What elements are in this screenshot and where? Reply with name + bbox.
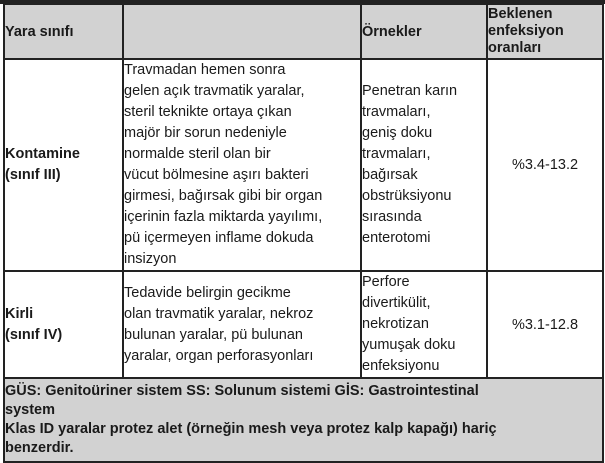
header-row xyxy=(4,4,603,59)
wound-class-cell xyxy=(4,59,123,271)
description-cell xyxy=(123,271,361,378)
description-line: vücut bölmesine aşırı bakteri xyxy=(124,167,309,183)
description-line: majör bir sorun nedeniyle xyxy=(124,125,287,141)
example-line: sırasında xyxy=(362,209,422,225)
example-line: Perfore xyxy=(362,274,410,290)
description-line: pü içermeyen inflame dokuda xyxy=(124,230,314,246)
table-footnote xyxy=(4,378,603,462)
examples-cell xyxy=(361,271,487,378)
example-line: travmaları, xyxy=(362,146,431,162)
footnote-line: GÜS: Genitoüriner sistem SS: Solunum sistemi GİS: Gastrointestinal xyxy=(5,383,479,399)
header-expected-line: oranları xyxy=(488,40,542,56)
example-line: nekrotizan xyxy=(362,316,429,332)
description-line: Tedavide belirgin gecikme xyxy=(124,284,291,301)
description-line: insizyon xyxy=(124,251,177,267)
description-line: girmesi, bağırsak gibi bir organ xyxy=(124,188,323,204)
wound-class-cell xyxy=(4,271,123,378)
description-line: steril teknikte ortaya çıkan xyxy=(124,104,292,120)
description-line: bulunan yaralar, pü bulunan xyxy=(124,326,303,343)
wound-class-table xyxy=(3,3,604,463)
header-wound-class: Yara sınıfı xyxy=(4,4,123,59)
example-line: Penetran karın xyxy=(362,83,458,99)
description-line: yaralar, organ perforasyonları xyxy=(124,347,314,364)
footnote-line: Klas ID yaralar protez alet (örneğin mesh veya protez kalp kapağı) hariç xyxy=(5,421,497,437)
footnote-row xyxy=(4,378,603,462)
table-row-dirty xyxy=(4,271,603,378)
infection-rate-cell: %3.1-12.8 xyxy=(487,271,603,378)
description-line: olan travmatik yaralar, nekroz xyxy=(124,305,314,322)
example-line: enterotomi xyxy=(362,230,431,246)
header-description xyxy=(123,4,361,59)
wound-class-name: Kontamine xyxy=(5,146,80,162)
example-line: travmaları, xyxy=(362,104,431,120)
footnote-line: benzerdir. xyxy=(5,440,74,456)
description-line: gelen açık travmatik yaralar, xyxy=(124,83,305,99)
description-line: Travmadan hemen sonra xyxy=(124,62,286,78)
example-line: bağırsak xyxy=(362,167,418,183)
examples-cell xyxy=(361,59,487,271)
header-expected-line: Beklenen xyxy=(488,6,553,22)
wound-class-name: Kirli xyxy=(5,305,34,322)
example-line: obstrüksiyonu xyxy=(362,188,452,204)
description-cell xyxy=(123,59,361,271)
table-row-contaminated xyxy=(4,59,603,271)
description-line: normalde steril olan bir xyxy=(124,146,271,162)
example-line: geniş doku xyxy=(362,125,433,141)
description-line: içerinin fazla miktarda yayılımı, xyxy=(124,209,323,225)
header-examples: Örnekler xyxy=(361,4,487,59)
example-line: enfeksiyonu xyxy=(362,358,440,374)
infection-rate-cell: %3.4-13.2 xyxy=(487,59,603,271)
wound-class-sub: (sınıf III) xyxy=(5,167,61,183)
example-line: divertikülit, xyxy=(362,295,431,311)
wound-class-sub: (sınıf IV) xyxy=(5,326,63,343)
footnote-line: system xyxy=(5,402,55,418)
header-expected-line: enfeksiyon xyxy=(488,23,564,39)
example-line: yumuşak doku xyxy=(362,337,456,353)
header-expected-infection xyxy=(487,4,603,59)
